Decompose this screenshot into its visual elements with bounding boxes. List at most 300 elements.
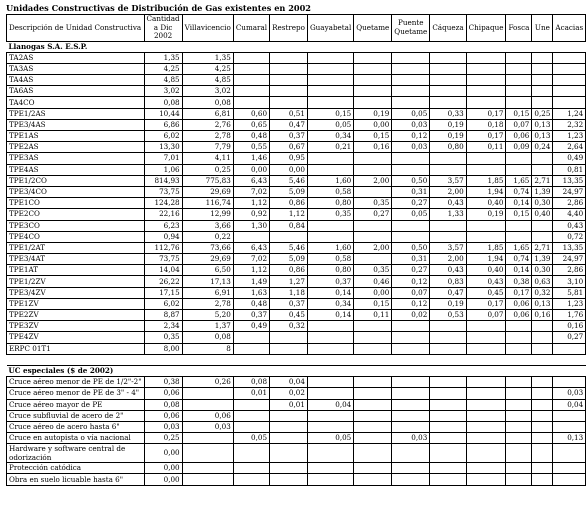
table-row: [7, 86, 586, 97]
cell-value: 1,94: [466, 254, 506, 265]
header-row: [7, 15, 586, 42]
cell-value: [466, 421, 506, 432]
cell-value: 13,35: [553, 242, 586, 253]
row-description: Cruce aéreo menor de PE de 1/2"-2": [7, 377, 145, 388]
cell-value: 4,25: [144, 63, 182, 74]
cell-value: [430, 153, 466, 164]
cell-value: [354, 86, 392, 97]
cell-value: 0,14: [307, 287, 353, 298]
cell-value: 0,74: [506, 254, 532, 265]
cell-value: [307, 86, 353, 97]
cell-value: 0,00: [144, 463, 182, 474]
cell-value: 0,00: [354, 119, 392, 130]
cell-value: 2,00: [354, 242, 392, 253]
cell-value: [553, 410, 586, 421]
cell-value: 3,57: [430, 175, 466, 186]
cell-value: 2,78: [182, 298, 233, 309]
cell-value: [270, 86, 308, 97]
cell-value: [233, 63, 269, 74]
column-header: Acacias: [553, 15, 586, 42]
cell-value: [466, 86, 506, 97]
cell-value: 0,32: [270, 321, 308, 332]
cell-value: 0,48: [233, 131, 269, 142]
cell-value: 0,92: [233, 209, 269, 220]
cell-value: 1,76: [553, 310, 586, 321]
cell-value: 0,65: [233, 119, 269, 130]
cell-value: 4,40: [553, 209, 586, 220]
cell-value: 0,80: [430, 142, 466, 153]
cell-value: [354, 164, 392, 175]
cell-value: 0,30: [532, 198, 553, 209]
cell-value: 1,37: [182, 321, 233, 332]
cell-value: 7,01: [144, 153, 182, 164]
cell-value: 1,39: [532, 186, 553, 197]
cell-value: [532, 474, 553, 485]
cell-value: [430, 63, 466, 74]
cell-value: 2,71: [532, 242, 553, 253]
cell-value: [354, 52, 392, 63]
cell-value: [506, 86, 532, 97]
cell-value: [354, 399, 392, 410]
table-row: [7, 463, 586, 474]
cell-value: 1,12: [233, 198, 269, 209]
cell-value: 1,35: [182, 52, 233, 63]
cell-value: 0,58: [307, 254, 353, 265]
table-row: [7, 186, 586, 197]
cell-value: [466, 410, 506, 421]
cell-value: [466, 388, 506, 399]
cell-value: [466, 52, 506, 63]
row-description: TA4CO: [7, 97, 145, 108]
row-description: TPE1CO: [7, 198, 145, 209]
cell-value: 0,74: [506, 186, 532, 197]
column-header: Cantidad a Dic 2002: [144, 15, 182, 42]
table-row: [7, 142, 586, 153]
cell-value: 0,25: [532, 108, 553, 119]
row-description: TPE1AS: [7, 131, 145, 142]
cell-value: [270, 97, 308, 108]
cell-value: [392, 388, 430, 399]
cell-value: 1,27: [270, 276, 308, 287]
cell-value: 6,81: [182, 108, 233, 119]
cell-value: [466, 343, 506, 354]
row-description: Protección catódica: [7, 463, 145, 474]
table-row: [7, 220, 586, 231]
row-description: TA4AS: [7, 75, 145, 86]
table-row: [7, 321, 586, 332]
cell-value: 1,60: [307, 175, 353, 186]
cell-value: [182, 433, 233, 444]
cell-value: 1,12: [233, 265, 269, 276]
cell-value: [354, 63, 392, 74]
cell-value: [233, 463, 269, 474]
cell-value: 2,71: [532, 175, 553, 186]
cell-value: 0,03: [553, 388, 586, 399]
cell-value: 1,30: [233, 220, 269, 231]
cell-value: 7,79: [182, 142, 233, 153]
table-row: [7, 175, 586, 186]
column-header: Cumaral: [233, 15, 269, 42]
cell-value: [532, 86, 553, 97]
cell-value: [430, 231, 466, 242]
cell-value: 0,07: [466, 310, 506, 321]
blank-row: [7, 354, 586, 365]
cell-value: 0,30: [532, 265, 553, 276]
table-row: [7, 343, 586, 354]
cell-value: [506, 343, 532, 354]
row-description: TPE1ZV: [7, 298, 145, 309]
cell-value: 17,15: [144, 287, 182, 298]
cell-value: 10,44: [144, 108, 182, 119]
table-row: [7, 298, 586, 309]
cell-value: [553, 343, 586, 354]
cell-value: [354, 410, 392, 421]
row-description: TPE3CO: [7, 220, 145, 231]
cell-value: [506, 421, 532, 432]
cell-value: [506, 433, 532, 444]
cell-value: [466, 463, 506, 474]
cell-value: 0,31: [392, 254, 430, 265]
cell-value: [354, 254, 392, 265]
cell-value: 0,27: [392, 198, 430, 209]
cell-value: 0,47: [430, 287, 466, 298]
section-row: [7, 41, 586, 52]
table-row: [7, 310, 586, 321]
cell-value: 0,04: [270, 377, 308, 388]
cell-value: [307, 75, 353, 86]
cell-value: [506, 97, 532, 108]
cell-value: [270, 343, 308, 354]
cell-value: 0,08: [144, 97, 182, 108]
cell-value: 0,43: [430, 265, 466, 276]
cell-value: [532, 433, 553, 444]
cell-value: 0,19: [430, 131, 466, 142]
cell-value: [532, 388, 553, 399]
cell-value: [354, 321, 392, 332]
cell-value: 1,65: [506, 242, 532, 253]
cell-value: [532, 463, 553, 474]
cell-value: 2,76: [182, 119, 233, 130]
cell-value: [307, 421, 353, 432]
cell-value: [182, 388, 233, 399]
cell-value: [466, 332, 506, 343]
column-header: Chipaque: [466, 15, 506, 42]
cell-value: [270, 410, 308, 421]
cell-value: 0,06: [506, 298, 532, 309]
table-row: [7, 75, 586, 86]
cell-value: 0,27: [354, 209, 392, 220]
cell-value: 0,04: [553, 399, 586, 410]
cell-value: 0,11: [354, 310, 392, 321]
cell-value: 0,04: [307, 399, 353, 410]
cell-value: 0,45: [270, 310, 308, 321]
cell-value: 0,03: [144, 421, 182, 432]
cell-value: 4,85: [144, 75, 182, 86]
cell-value: 2,00: [354, 175, 392, 186]
cell-value: [392, 410, 430, 421]
row-description: TPE2AS: [7, 142, 145, 153]
cell-value: 0,58: [307, 186, 353, 197]
cell-value: 6,86: [144, 119, 182, 130]
cell-value: 13,30: [144, 142, 182, 153]
column-header: Villavicencio: [182, 15, 233, 42]
cell-value: 0,25: [144, 433, 182, 444]
cell-value: 0,63: [532, 276, 553, 287]
cell-value: 0,00: [144, 474, 182, 485]
cell-value: [466, 164, 506, 175]
cell-value: [506, 52, 532, 63]
cell-value: [270, 433, 308, 444]
cell-value: 5,46: [270, 175, 308, 186]
cell-value: 0,08: [233, 377, 269, 388]
cell-value: 0,50: [392, 175, 430, 186]
table-row: [7, 119, 586, 130]
cell-value: 0,17: [466, 131, 506, 142]
cell-value: [270, 75, 308, 86]
cell-value: 5,09: [270, 186, 308, 197]
table-row: [7, 377, 586, 388]
cell-value: [307, 220, 353, 231]
cell-value: 0,03: [392, 119, 430, 130]
cell-value: 0,32: [532, 287, 553, 298]
cell-value: [182, 399, 233, 410]
cell-value: 0,34: [307, 298, 353, 309]
cell-value: [354, 97, 392, 108]
table-row: [7, 52, 586, 63]
cell-value: [307, 474, 353, 485]
cell-value: [553, 75, 586, 86]
cell-value: 1,33: [430, 209, 466, 220]
cell-value: 2,86: [553, 265, 586, 276]
cell-value: [307, 343, 353, 354]
cell-value: 0,19: [466, 209, 506, 220]
cell-value: [532, 444, 553, 463]
cell-value: 0,06: [182, 410, 233, 421]
cell-value: [354, 153, 392, 164]
cell-value: 814,93: [144, 175, 182, 186]
cell-value: 0,43: [466, 276, 506, 287]
cell-value: 0,16: [553, 321, 586, 332]
cell-value: [506, 399, 532, 410]
cell-value: [233, 474, 269, 485]
cell-value: 0,37: [233, 310, 269, 321]
cell-value: [392, 332, 430, 343]
cell-value: 2,32: [553, 119, 586, 130]
cell-value: [270, 63, 308, 74]
cell-value: 4,85: [182, 75, 233, 86]
cell-value: [233, 97, 269, 108]
cell-value: [392, 343, 430, 354]
cell-value: 0,35: [354, 265, 392, 276]
page-title: Unidades Constructivas de Distribución de Gas existentes en 2002: [6, 3, 312, 13]
cell-value: [532, 97, 553, 108]
cell-value: 0,81: [553, 164, 586, 175]
table-row: [7, 209, 586, 220]
cell-value: 124,28: [144, 198, 182, 209]
column-header: Puente Quetame: [392, 15, 430, 42]
cell-value: [532, 410, 553, 421]
cell-value: 0,94: [144, 231, 182, 242]
cell-value: 0,13: [553, 433, 586, 444]
unidades-table: [6, 14, 586, 486]
cell-value: [506, 63, 532, 74]
table-row: [7, 421, 586, 432]
cell-value: 112,76: [144, 242, 182, 253]
cell-value: 24,97: [553, 254, 586, 265]
column-header: Restrepo: [270, 15, 308, 42]
cell-value: 0,14: [506, 198, 532, 209]
cell-value: 0,06: [144, 410, 182, 421]
column-header: Quetame: [354, 15, 392, 42]
table-row: [7, 254, 586, 265]
cell-value: [466, 63, 506, 74]
row-description: TPE2ZV: [7, 310, 145, 321]
cell-value: 13,35: [553, 175, 586, 186]
cell-value: 0,40: [466, 198, 506, 209]
cell-value: 0,05: [307, 433, 353, 444]
cell-value: [466, 433, 506, 444]
cell-value: 6,02: [144, 298, 182, 309]
section-title: UC especiales ($ de 2002): [7, 365, 586, 376]
cell-value: [392, 97, 430, 108]
table-row: [7, 265, 586, 276]
cell-value: 6,02: [144, 131, 182, 142]
cell-value: 0,03: [182, 421, 233, 432]
cell-value: 0,72: [553, 231, 586, 242]
cell-value: 0,11: [466, 142, 506, 153]
cell-value: [392, 75, 430, 86]
cell-value: 0,07: [506, 119, 532, 130]
cell-value: [553, 463, 586, 474]
row-description: Cruce aéreo de acero hasta 6": [7, 421, 145, 432]
cell-value: [430, 164, 466, 175]
cell-value: 6,43: [233, 175, 269, 186]
cell-value: 2,86: [553, 198, 586, 209]
cell-value: 3,10: [553, 276, 586, 287]
cell-value: [466, 399, 506, 410]
cell-value: [233, 75, 269, 86]
cell-value: [506, 463, 532, 474]
cell-value: [307, 231, 353, 242]
cell-value: [392, 399, 430, 410]
table-row: [7, 164, 586, 175]
cell-value: [430, 410, 466, 421]
cell-value: 0,06: [506, 131, 532, 142]
cell-value: [553, 86, 586, 97]
row-description: TPE2CO: [7, 209, 145, 220]
cell-value: 5,09: [270, 254, 308, 265]
cell-value: [233, 444, 269, 463]
cell-value: [307, 388, 353, 399]
cell-value: 0,38: [144, 377, 182, 388]
table-row: [7, 231, 586, 242]
cell-value: [532, 231, 553, 242]
cell-value: [553, 52, 586, 63]
cell-value: 1,12: [270, 209, 308, 220]
cell-value: [270, 444, 308, 463]
cell-value: [392, 421, 430, 432]
cell-value: [392, 63, 430, 74]
row-description: TPE4ZV: [7, 332, 145, 343]
cell-value: 0,18: [466, 119, 506, 130]
row-description: Cruce en autopista o vía nacional: [7, 433, 145, 444]
column-header: Une: [532, 15, 553, 42]
cell-value: 0,67: [270, 142, 308, 153]
cell-value: [553, 63, 586, 74]
cell-value: [392, 86, 430, 97]
cell-value: 2,00: [430, 254, 466, 265]
row-description: TA2AS: [7, 52, 145, 63]
cell-value: [532, 63, 553, 74]
cell-value: 0,27: [553, 332, 586, 343]
cell-value: [354, 186, 392, 197]
cell-value: 0,38: [506, 276, 532, 287]
cell-value: [270, 231, 308, 242]
cell-value: 0,02: [392, 310, 430, 321]
cell-value: [532, 421, 553, 432]
cell-value: [392, 321, 430, 332]
cell-value: 0,13: [532, 131, 553, 142]
cell-value: 0,43: [430, 198, 466, 209]
cell-value: [430, 220, 466, 231]
cell-value: [506, 377, 532, 388]
cell-value: 0,08: [144, 399, 182, 410]
cell-value: 2,00: [430, 186, 466, 197]
table-row: [7, 287, 586, 298]
cell-value: 8: [182, 343, 233, 354]
cell-value: [466, 474, 506, 485]
cell-value: [430, 399, 466, 410]
cell-value: [466, 220, 506, 231]
cell-value: [307, 444, 353, 463]
cell-value: [307, 410, 353, 421]
cell-value: 0,37: [270, 298, 308, 309]
cell-value: 0,26: [182, 377, 233, 388]
row-description: TPE1/2AS: [7, 108, 145, 119]
row-description: TA6AS: [7, 86, 145, 97]
cell-value: [430, 377, 466, 388]
cell-value: 1,46: [233, 153, 269, 164]
cell-value: 1,60: [307, 242, 353, 253]
cell-value: [532, 52, 553, 63]
cell-value: [506, 220, 532, 231]
cell-value: 0,14: [307, 310, 353, 321]
cell-value: 1,18: [270, 287, 308, 298]
cell-value: 2,34: [144, 321, 182, 332]
cell-value: [506, 164, 532, 175]
cell-value: 0,27: [392, 265, 430, 276]
cell-value: [233, 231, 269, 242]
cell-value: [354, 231, 392, 242]
cell-value: [532, 332, 553, 343]
cell-value: [307, 63, 353, 74]
table-row: [7, 388, 586, 399]
cell-value: 0,06: [144, 388, 182, 399]
cell-value: 17,13: [182, 276, 233, 287]
cell-value: 5,46: [270, 242, 308, 253]
row-description: Cruce aéreo menor de PE de 3" - 4": [7, 388, 145, 399]
cell-value: 29,69: [182, 254, 233, 265]
cell-value: 775,83: [182, 175, 233, 186]
table-row: [7, 276, 586, 287]
cell-value: [354, 332, 392, 343]
cell-value: 0,13: [532, 119, 553, 130]
cell-value: [270, 52, 308, 63]
cell-value: [430, 52, 466, 63]
cell-value: 73,75: [144, 186, 182, 197]
cell-value: [182, 463, 233, 474]
cell-value: [532, 164, 553, 175]
